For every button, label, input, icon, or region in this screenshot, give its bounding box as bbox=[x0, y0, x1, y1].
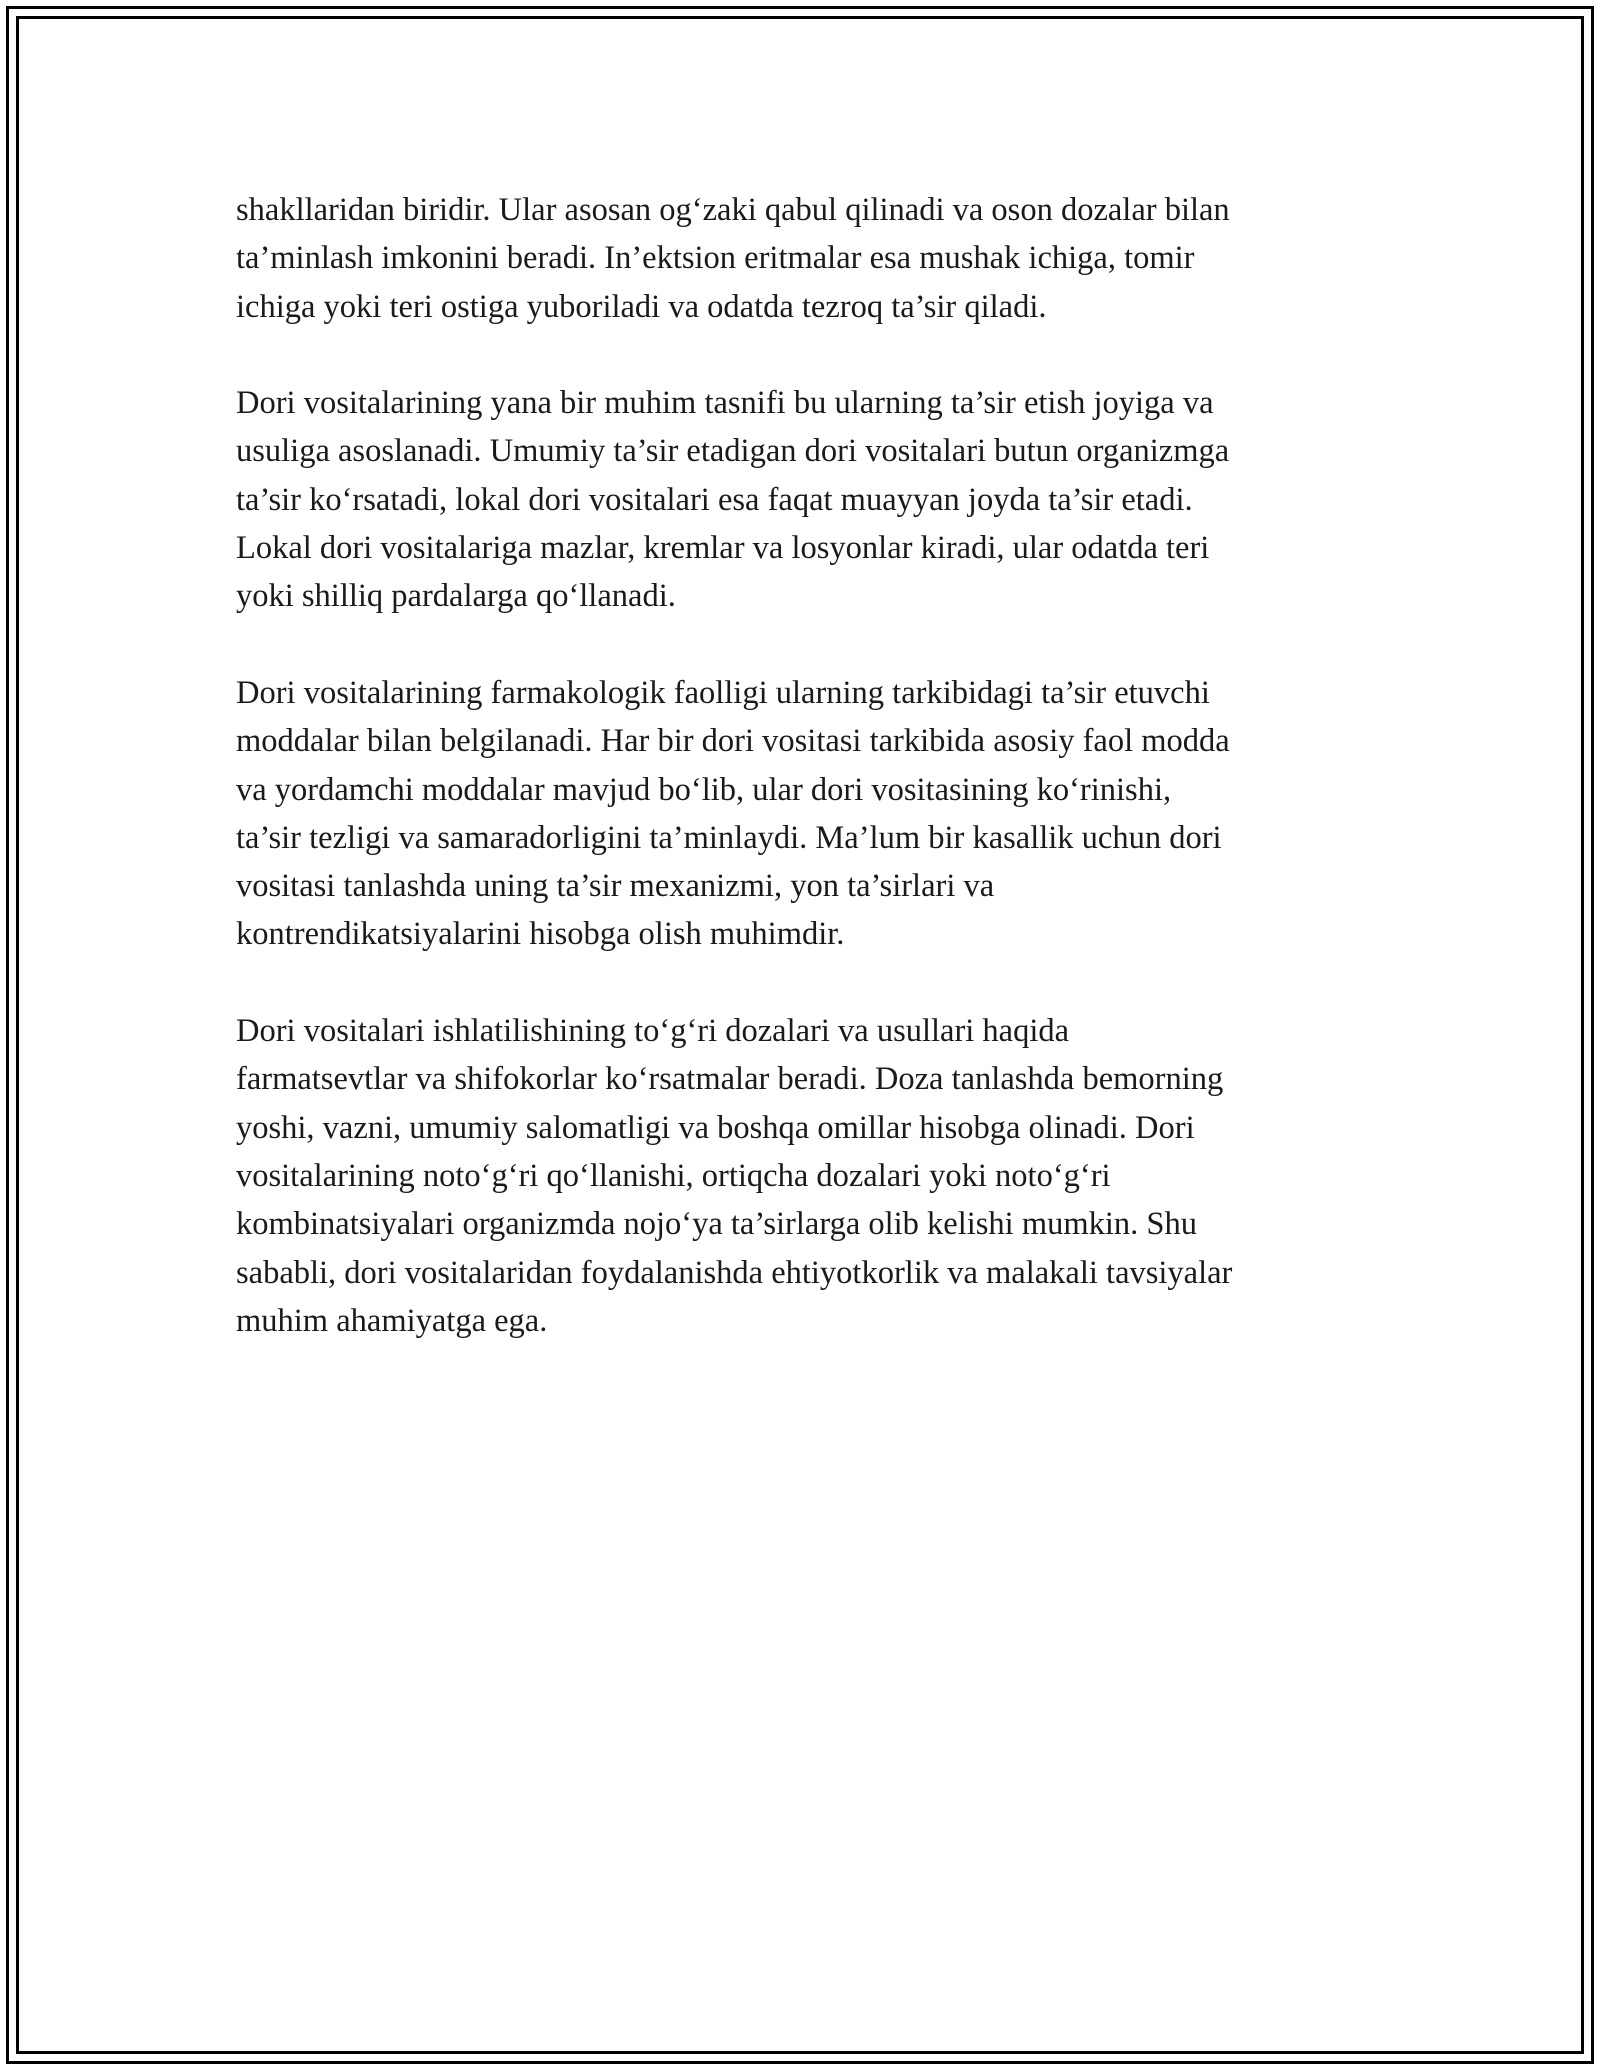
text-line: yoshi, vazni, umumiy salomatligi va boshqa omillar hisobga olinadi. Dori bbox=[236, 1109, 1195, 1146]
text-line: Dori vositalarining farmakologik faolligi ularning tarkibidagi ta’sir etuvchi bbox=[236, 674, 1210, 711]
text-line: usuliga asoslanadi. Umumiy ta’sir etadigan dori vositalari butun organizmga bbox=[236, 433, 1230, 470]
text-line: kombinatsiyalari organizmda nojo‘ya ta’sirlarga olib kelishi mumkin. Shu bbox=[236, 1206, 1198, 1243]
text-line: shakllaridan biridir. Ular asosan og‘zaki qabul qilinadi va oson dozalar bilan bbox=[236, 192, 1230, 228]
text-line: va yordamchi moddalar mavjud bo‘lib, ular dori vositasining ko‘rinishi, bbox=[236, 771, 1172, 808]
text-line: ta’minlash imkonini beradi. In’ektsion eritmalar esa mushak ichiga, tomir bbox=[236, 240, 1195, 277]
text-line: yoki shilliq pardalarga qo‘llanadi. bbox=[236, 578, 676, 615]
text-line: Lokal dori vositalariga mazlar, kremlar va losyonlar kiradi, ular odatda teri bbox=[236, 530, 1210, 567]
paragraph-3 bbox=[236, 669, 1386, 959]
document-body bbox=[236, 186, 1386, 1393]
text-line: vositasi tanlashda uning ta’sir mexanizmi, yon ta’sirlari va bbox=[236, 868, 995, 905]
text-line: farmatsevtlar va shifokorlar ko‘rsatmalar beradi. Doza tanlashda bemorning bbox=[236, 1061, 1224, 1098]
paragraph-2 bbox=[236, 379, 1386, 620]
text-line: kontrendikatsiyalarini hisobga olish muhimdir. bbox=[236, 916, 845, 953]
text-line: ichiga yoki teri ostiga yuboriladi va odatda tezroq ta’sir qiladi. bbox=[236, 288, 1047, 325]
text-line: Dori vositalari ishlatilishining to‘g‘ri dozalari va usullari haqida bbox=[236, 1013, 1070, 1050]
paragraph-1 bbox=[236, 186, 1386, 331]
text-line: vositalarining noto‘g‘ri qo‘llanishi, ortiqcha dozalari yoki noto‘g‘ri bbox=[236, 1157, 1111, 1194]
paragraph-4 bbox=[236, 1007, 1386, 1345]
text-line: sababli, dori vositalaridan foydalanishda ehtiyotkorlik va malakali tavsiyalar bbox=[236, 1254, 1233, 1291]
text-line: moddalar bilan belgilanadi. Har bir dori vositasi tarkibida asosiy faol modda bbox=[236, 723, 1230, 760]
text-line: muhim ahamiyatga ega. bbox=[236, 1302, 548, 1339]
text-line: ta’sir tezligi va samaradorligini ta’minlaydi. Ma’lum bir kasallik uchun dori bbox=[236, 819, 1222, 856]
text-line: ta’sir ko‘rsatadi, lokal dori vositalari esa faqat muayyan joyda ta’sir etadi. bbox=[236, 481, 1193, 518]
text-line: Dori vositalarining yana bir muhim tasnifi bu ularning ta’sir etish joyiga va bbox=[236, 385, 1214, 422]
